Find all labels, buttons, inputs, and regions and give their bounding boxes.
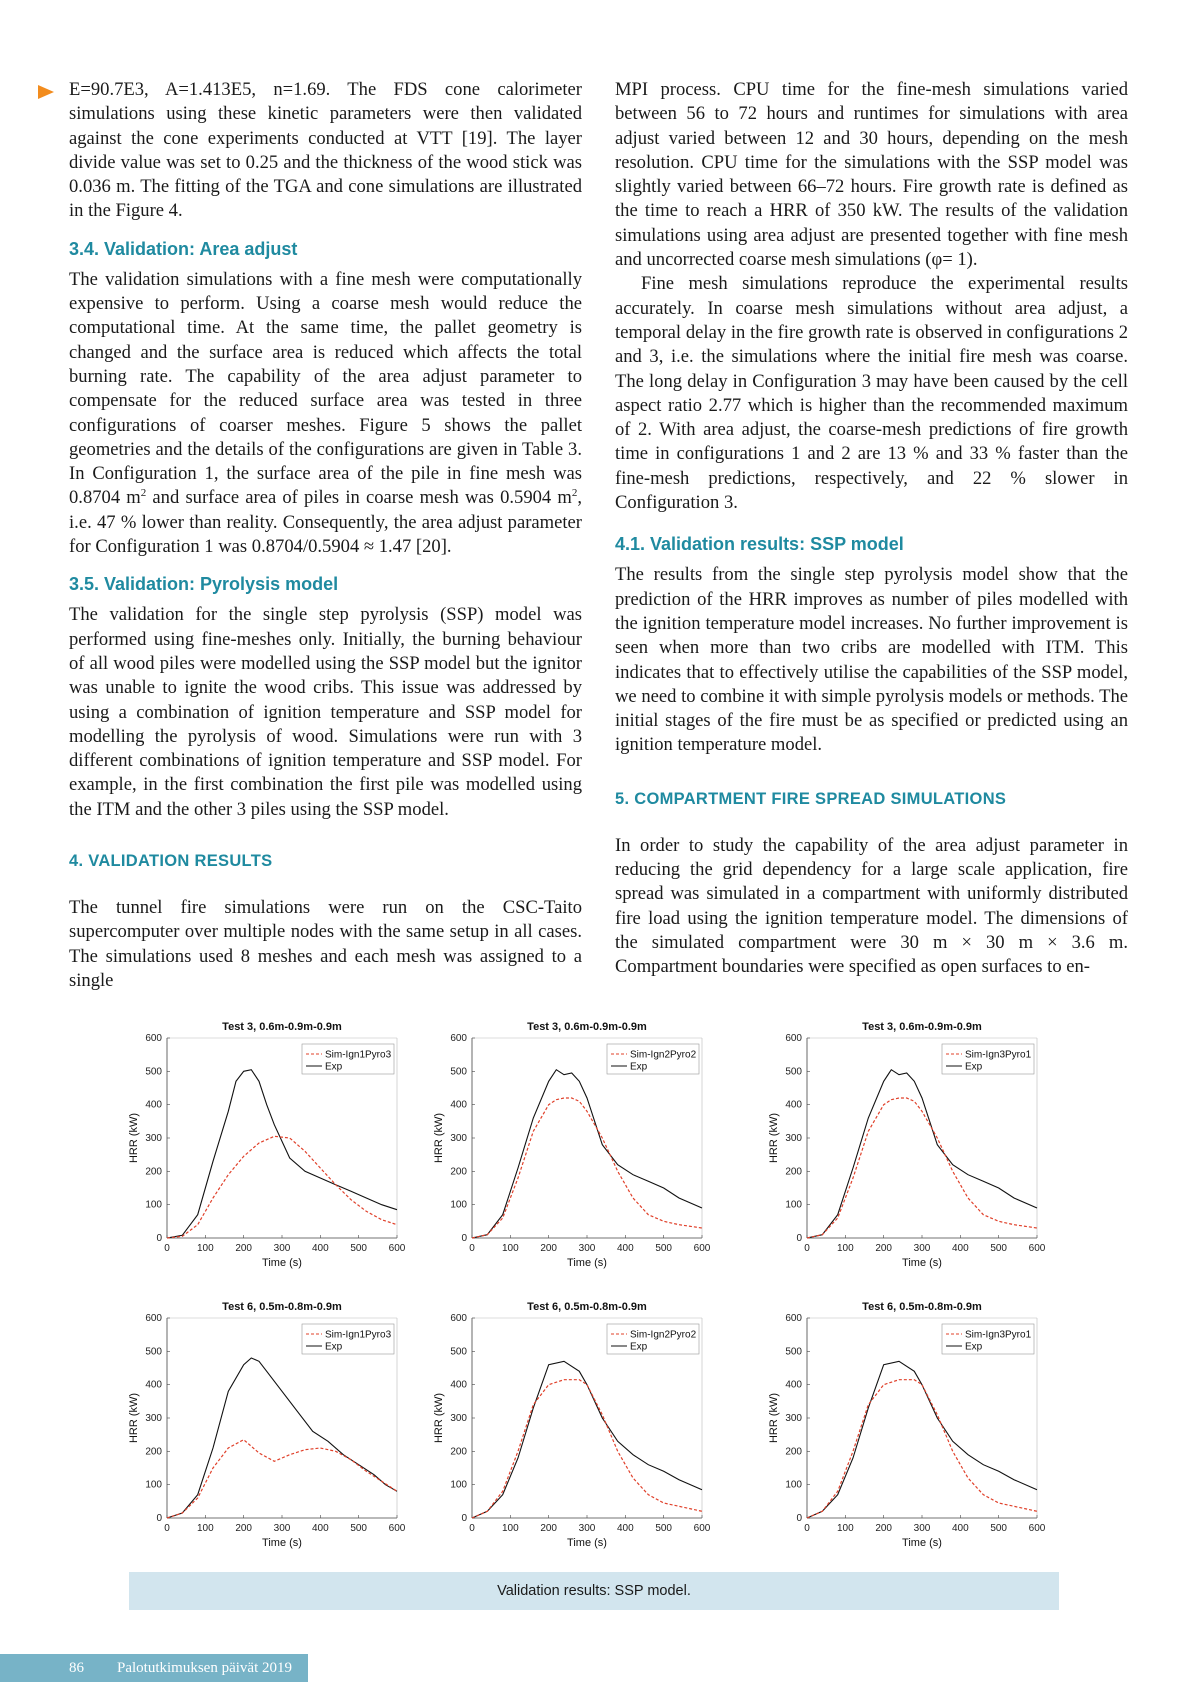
y-tick-label: 100 xyxy=(145,1199,162,1211)
y-tick-label: 300 xyxy=(145,1413,162,1424)
y-tick-label: 200 xyxy=(145,1166,162,1178)
chart-svg xyxy=(755,1010,1055,1280)
right-column xyxy=(615,78,1128,980)
chart-svg xyxy=(420,1010,720,1280)
y-tick-label: 500 xyxy=(785,1066,802,1078)
validation-figure xyxy=(115,1010,1075,1590)
y-tick-label: 600 xyxy=(785,1313,802,1324)
chart-svg xyxy=(115,1010,415,1280)
y-tick-label: 500 xyxy=(145,1346,162,1358)
x-tick-label: 0 xyxy=(469,1523,475,1534)
y-tick-label: 0 xyxy=(461,1233,467,1244)
sim-series-line xyxy=(472,1380,702,1518)
x-tick-label: 400 xyxy=(951,1523,969,1534)
y-tick-label: 100 xyxy=(450,1199,467,1211)
y-tick-label: 500 xyxy=(145,1066,162,1078)
legend-entry: Sim-Ign2Pyro2 xyxy=(630,1329,697,1341)
y-tick-label: 300 xyxy=(785,1413,802,1424)
x-tick-label: 0 xyxy=(804,1243,810,1254)
superscript: 2 xyxy=(140,487,147,500)
sim-series-line xyxy=(167,1136,397,1238)
x-tick-label: 300 xyxy=(578,1523,596,1534)
x-axis-label: Time (s) xyxy=(262,1257,302,1269)
paragraph-area-adjust xyxy=(69,268,582,560)
y-tick-label: 0 xyxy=(796,1233,802,1244)
y-tick-label: 0 xyxy=(796,1513,802,1524)
y-tick-label: 200 xyxy=(785,1446,802,1458)
paragraph-validation-results: The tunnel fire simulations were run on the CSC-Taito supercomputer over multiple nodes with the same setup in all cases. The simulations used 8 meshes and each mesh was assigned to a single xyxy=(69,897,582,991)
x-tick-label: 400 xyxy=(616,1243,634,1254)
x-tick-label: 500 xyxy=(350,1523,368,1534)
chart-test3-ign1pyro3 xyxy=(115,1010,415,1280)
y-tick-label: 400 xyxy=(145,1379,162,1391)
legend-entry: Exp xyxy=(965,1341,983,1353)
x-tick-label: 100 xyxy=(836,1523,854,1534)
legend-entry: Exp xyxy=(630,1061,648,1073)
chart-svg xyxy=(115,1290,415,1560)
chart-test6-ign2pyro2 xyxy=(420,1290,720,1560)
y-axis-label: HRR (kW) xyxy=(768,1392,780,1444)
x-tick-label: 300 xyxy=(578,1243,596,1254)
x-tick-label: 300 xyxy=(273,1243,291,1254)
publication-name: Palotutkimuksen päivät 2019 xyxy=(117,1660,292,1676)
legend-entry: Sim-Ign3Pyro1 xyxy=(965,1329,1032,1341)
paragraph-compartment: In order to study the capability of the area adjust parameter in reducing the grid dependency for a large scale application, fire spread was simulated in a compartment with uniformly distributed fire load using the ignition temperature model. The dimensions of the simulated compartment were 30 m × 30 m × 3.6 m. Compartment boundaries were specified as open surfaces to en- xyxy=(615,834,1128,978)
sim-series-line xyxy=(807,1380,1037,1518)
x-tick-label: 500 xyxy=(655,1243,673,1254)
x-tick-label: 500 xyxy=(990,1523,1008,1534)
y-axis-label: HRR (kW) xyxy=(128,1112,140,1164)
y-tick-label: 600 xyxy=(145,1313,162,1324)
sim-series-line xyxy=(807,1098,1037,1238)
legend-entry: Exp xyxy=(965,1061,983,1073)
exp-series-line xyxy=(472,1361,702,1518)
x-tick-label: 200 xyxy=(875,1243,893,1254)
x-tick-label: 400 xyxy=(616,1523,634,1534)
x-tick-label: 600 xyxy=(693,1523,711,1534)
text-segment: , i.e. 47 % lower than reality. Consequently, the area adjust parameter for Configuration 1 was 0.8704/0.5904 ≈ 1.47 [20]. xyxy=(69,487,582,558)
x-tick-label: 600 xyxy=(388,1523,406,1534)
x-axis-label: Time (s) xyxy=(567,1257,607,1269)
x-tick-label: 600 xyxy=(1028,1523,1046,1534)
x-tick-label: 600 xyxy=(693,1243,711,1254)
y-tick-label: 600 xyxy=(450,1313,467,1324)
y-tick-label: 100 xyxy=(450,1479,467,1491)
page-number: 86 xyxy=(69,1660,84,1676)
chart-title: Test 6, 0.5m-0.8m-0.9m xyxy=(862,1301,982,1313)
x-axis-label: Time (s) xyxy=(262,1537,302,1549)
y-axis-label: HRR (kW) xyxy=(768,1112,780,1164)
paragraph-intro: E=90.7E3, A=1.413E5, n=1.69. The FDS cone calorimeter simulations using these kinetic parameters were then validated against the cone experiments conducted at VTT [19]. The layer divide value was set to 0.25 and the thickness of the wood stick was 0.036 m. The fitting of the TGA and cone simulations are illustrated in the Figure 4. xyxy=(69,79,582,222)
y-tick-label: 400 xyxy=(450,1099,467,1111)
legend-entry: Sim-Ign1Pyro3 xyxy=(325,1329,392,1341)
y-axis-label: HRR (kW) xyxy=(433,1392,445,1444)
paragraph-ssp: The results from the single step pyrolysis model show that the prediction of the HRR improves as number of piles modelled with the ignition temperature model increases. No further improvement is seen when more than two cribs are modelled with ITM. This indicates that to effectively utilise the capabilities of the SSP model, we need to combine it with simple pyrolysis models or methods. The initial stages of the fire must be as specified or predicted using an ignition temperature model. xyxy=(615,564,1128,756)
page-footer xyxy=(0,1654,308,1682)
x-tick-label: 0 xyxy=(804,1523,810,1534)
y-tick-label: 400 xyxy=(450,1379,467,1391)
chart-test6-ign1pyro3 xyxy=(115,1290,415,1560)
heading-3-4: 3.4. Validation: Area adjust xyxy=(69,238,298,259)
text-segment: and surface area of piles in coarse mesh was 0.5904 m xyxy=(146,487,572,509)
exp-series-line xyxy=(472,1070,702,1238)
paragraph-pyrolysis: The validation for the single step pyrolysis (SSP) model was performed using fine-meshes only. Initially, the burning behaviour of all wood piles were modelled using the SSP model but the ignitor was unable to ignite the wood cribs. This issue was addressed by using a combination of ignition temperature and SSP model for modelling the pyrolysis of wood. Simulations were run with 3 different combinations of ignition temperature and SSP model. For example, in the first combination the first pile was modelled using the ITM and the other 3 piles using the SSP model. xyxy=(69,604,582,820)
legend-entry: Exp xyxy=(325,1341,343,1353)
exp-series-line xyxy=(167,1358,397,1518)
paragraph-fine-mesh: Fine mesh simulations reproduce the experimental results accurately. In coarse mesh simulations without area adjust, a temporal delay in the fire growth rate is observed in configurations 2 and 3, i.e. the simulations where the initial fire mesh was coarse. The long delay in Configuration 3 may have been caused by the cell aspect ratio 2.77 which is higher than the recommended maximum of 2. With area adjust, the coarse-mesh predictions of fire growth time in configurations 1 and 2 are 13 % and 33 % faster than the fine-mesh predictions, respectively, and 22 % slower in Configuration 3. xyxy=(615,273,1128,514)
heading-3-5: 3.5. Validation: Pyrolysis model xyxy=(69,574,339,595)
x-tick-label: 600 xyxy=(1028,1243,1046,1254)
x-tick-label: 200 xyxy=(875,1523,893,1534)
exp-series-line xyxy=(807,1070,1037,1238)
y-tick-label: 400 xyxy=(785,1379,802,1391)
y-tick-label: 200 xyxy=(450,1446,467,1458)
x-tick-label: 300 xyxy=(913,1523,931,1534)
chart-title: Test 6, 0.5m-0.8m-0.9m xyxy=(527,1301,647,1313)
x-tick-label: 100 xyxy=(836,1243,854,1254)
x-tick-label: 300 xyxy=(913,1243,931,1254)
chart-title: Test 6, 0.5m-0.8m-0.9m xyxy=(222,1301,342,1313)
x-tick-label: 500 xyxy=(990,1243,1008,1254)
x-tick-label: 400 xyxy=(311,1523,329,1534)
x-tick-label: 0 xyxy=(469,1243,475,1254)
y-tick-label: 400 xyxy=(145,1099,162,1111)
chart-svg xyxy=(755,1290,1055,1560)
left-column xyxy=(69,78,582,993)
x-tick-label: 200 xyxy=(235,1243,253,1254)
x-tick-label: 100 xyxy=(196,1523,214,1534)
chart-title: Test 3, 0.6m-0.9m-0.9m xyxy=(222,1021,342,1033)
sim-series-line xyxy=(472,1098,702,1238)
y-tick-label: 400 xyxy=(785,1099,802,1111)
x-tick-label: 500 xyxy=(350,1243,368,1254)
y-axis-label: HRR (kW) xyxy=(128,1392,140,1444)
superscript: 2 xyxy=(571,487,578,500)
chart-test3-ign2pyro2 xyxy=(420,1010,720,1280)
y-tick-label: 200 xyxy=(145,1446,162,1458)
chart-title: Test 3, 0.6m-0.9m-0.9m xyxy=(862,1021,982,1033)
sim-series-line xyxy=(167,1440,397,1518)
legend-entry: Exp xyxy=(325,1061,343,1073)
y-tick-label: 0 xyxy=(156,1513,162,1524)
x-axis-label: Time (s) xyxy=(902,1537,942,1549)
legend-entry: Sim-Ign1Pyro3 xyxy=(325,1049,392,1061)
x-tick-label: 200 xyxy=(540,1523,558,1534)
y-tick-label: 100 xyxy=(785,1199,802,1211)
legend-entry: Sim-Ign2Pyro2 xyxy=(630,1049,697,1061)
y-tick-label: 100 xyxy=(785,1479,802,1491)
x-tick-label: 300 xyxy=(273,1523,291,1534)
y-tick-label: 300 xyxy=(450,1413,467,1424)
heading-4-1: 4.1. Validation results: SSP model xyxy=(615,534,904,555)
text-segment: The validation simulations with a fine mesh were computationally expensive to perform. Using a coarse mesh would reduce the computational time. At the same time, the pallet geometry is changed and the surface area is reduced which affects the total burning rate. The capability of the area adjust parameter to compensate for the reduced surface area was tested in three configurations of coarser meshes. Figure 5 shows the pallet geometries and the details of the configurations are given in Table 3. In Configuration 1, the surface area of the pile in fine mesh was 0.8704 m xyxy=(69,268,582,509)
chart-svg xyxy=(420,1290,720,1560)
figure-caption: Validation results: SSP model. xyxy=(129,1572,1059,1610)
y-tick-label: 600 xyxy=(145,1033,162,1044)
heading-4: 4. VALIDATION RESULTS xyxy=(69,852,273,871)
y-tick-label: 100 xyxy=(145,1479,162,1491)
x-axis-label: Time (s) xyxy=(567,1537,607,1549)
y-tick-label: 200 xyxy=(785,1166,802,1178)
y-tick-label: 300 xyxy=(145,1133,162,1144)
y-tick-label: 500 xyxy=(450,1346,467,1358)
y-tick-label: 500 xyxy=(785,1346,802,1358)
x-tick-label: 400 xyxy=(311,1243,329,1254)
chart-test3-ign3pyro1 xyxy=(755,1010,1055,1280)
x-tick-label: 600 xyxy=(388,1243,406,1254)
x-tick-label: 400 xyxy=(951,1243,969,1254)
legend-entry: Exp xyxy=(630,1341,648,1353)
chart-test6-ign3pyro1 xyxy=(755,1290,1055,1560)
x-axis-label: Time (s) xyxy=(902,1257,942,1269)
y-tick-label: 200 xyxy=(450,1166,467,1178)
x-tick-label: 0 xyxy=(164,1523,170,1534)
y-tick-label: 0 xyxy=(461,1513,467,1524)
x-tick-label: 500 xyxy=(655,1523,673,1534)
exp-series-line xyxy=(807,1361,1037,1518)
x-tick-label: 100 xyxy=(196,1243,214,1254)
paragraph-mpi: MPI process. CPU time for the fine-mesh simulations varied between 56 to 72 hours and runtimes for simulations with area adjust varied between 12 and 30 hours, depending on the mesh resolution. CPU time for the simulations with the SSP model was slightly varied between 66–72 hours. Fire growth rate is defined as the time to reach a HRR of 350 kW. The results of the validation simulations using area adjust are presented together with fine mesh and uncorrected coarse mesh simulations (φ= 1). xyxy=(615,79,1128,271)
chart-title: Test 3, 0.6m-0.9m-0.9m xyxy=(527,1021,647,1033)
y-tick-label: 600 xyxy=(450,1033,467,1044)
heading-5: 5. COMPARTMENT FIRE SPREAD SIMULATIONS xyxy=(615,789,1007,808)
x-tick-label: 100 xyxy=(501,1243,519,1254)
y-tick-label: 600 xyxy=(785,1033,802,1044)
x-tick-label: 100 xyxy=(501,1523,519,1534)
y-tick-label: 500 xyxy=(450,1066,467,1078)
exp-series-line xyxy=(167,1070,397,1238)
y-tick-label: 0 xyxy=(156,1233,162,1244)
section-marker-arrow-icon xyxy=(38,85,54,99)
legend-entry: Sim-Ign3Pyro1 xyxy=(965,1049,1032,1061)
x-tick-label: 200 xyxy=(235,1523,253,1534)
x-tick-label: 200 xyxy=(540,1243,558,1254)
y-tick-label: 300 xyxy=(785,1133,802,1144)
y-axis-label: HRR (kW) xyxy=(433,1112,445,1164)
y-tick-label: 300 xyxy=(450,1133,467,1144)
x-tick-label: 0 xyxy=(164,1243,170,1254)
